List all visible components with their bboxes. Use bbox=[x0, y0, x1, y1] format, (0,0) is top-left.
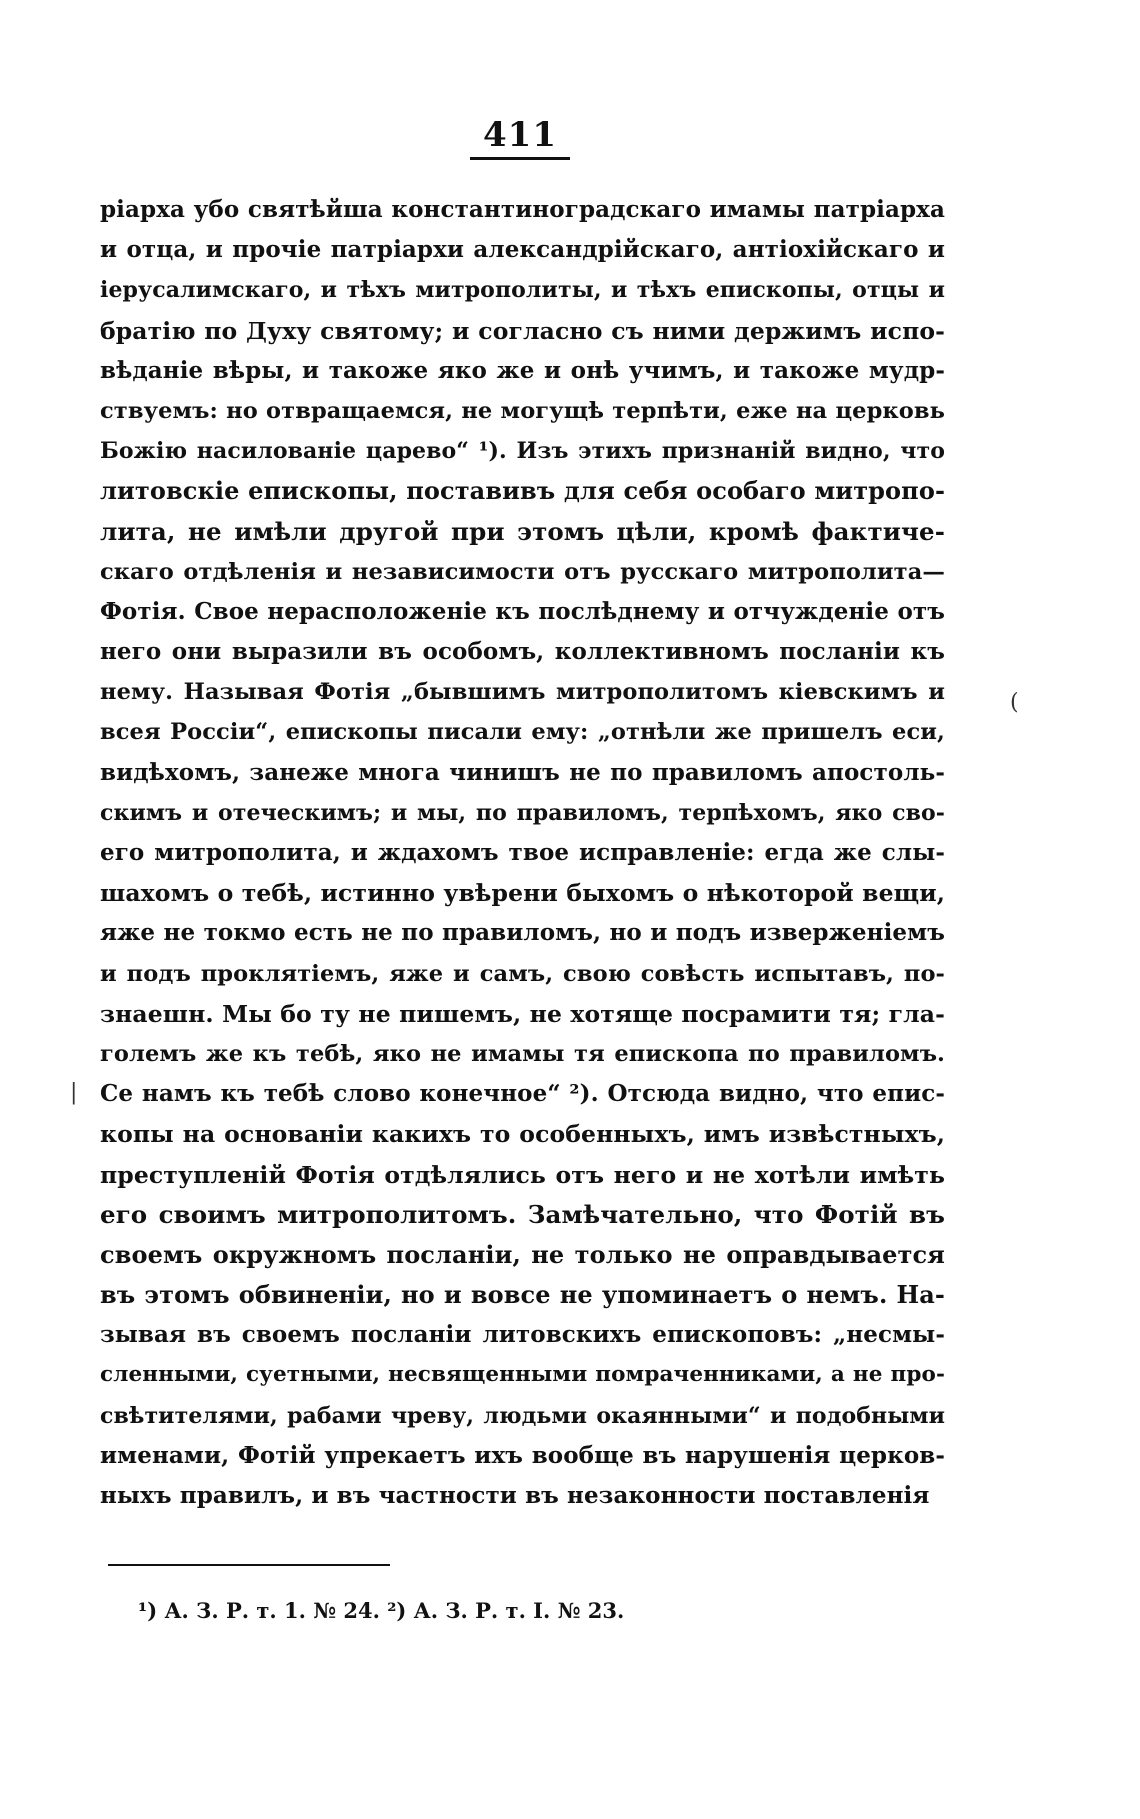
text-line: знаешн. Мы бо ту не пишемъ, не хотяще посрамити тя; гла- bbox=[100, 999, 945, 1028]
text-line: вѣданіе вѣры, и такоже яко же и онѣ учимъ, и такоже мудр- bbox=[100, 356, 945, 384]
text-line: ріарха убо святѣйша константиноградскаго имамы патріарха bbox=[100, 196, 945, 223]
text-line: свѣтителями, рабами чреву, людьми окаянными“ и подобными bbox=[100, 1402, 945, 1429]
text-line: скимъ и отеческимъ; и мы, по правиломъ, терпѣхомъ, яко сво- bbox=[100, 799, 945, 826]
text-line: именами, Фотій упрекаетъ ихъ вообще въ нарушенія церков- bbox=[100, 1441, 945, 1469]
text-line: скаго отдѣленія и независимости отъ русскаго митрополита— bbox=[100, 558, 945, 585]
text-line: Фотія. Свое нерасположеніе къ послѣднему и отчужденіе отъ bbox=[100, 597, 945, 625]
text-line: его митрополита, и ждахомъ твое исправленіе: егда же слы- bbox=[100, 839, 945, 866]
text-line: преступленій Фотія отдѣлялись отъ него и не хотѣли имѣть bbox=[100, 1160, 945, 1189]
text-line: и отца, и прочіе патріархи александрійскаго, антіохійскаго и bbox=[100, 236, 945, 264]
text-line: братію по Духу святому; и согласно съ ними держимъ испо- bbox=[100, 316, 945, 345]
text-line: Божію насилованіе царево“ ¹). Изъ этихъ признаній видно, что bbox=[100, 438, 945, 465]
text-line: сленными, суетными, несвященными помраченниками, а не про- bbox=[100, 1362, 945, 1388]
footnote: ¹) А. З. Р. т. 1. № 24. ²) А. З. Р. т. І. № 23. bbox=[138, 1598, 625, 1623]
text-line: големъ же къ тебѣ, яко не имамы тя епископа по правиломъ. bbox=[100, 1040, 945, 1067]
text-line: всея Россіи“, епископы писали ему: „отнѣли же пришелъ еси, bbox=[100, 719, 945, 746]
footnote-divider bbox=[108, 1564, 390, 1566]
margin-mark: | bbox=[70, 1080, 78, 1105]
text-line: нему. Называя Фотія „бывшимъ митрополитомъ кіевскимъ и bbox=[100, 679, 945, 706]
text-line: въ этомъ обвиненіи, но и вовсе не упоминаетъ о немъ. На- bbox=[100, 1280, 945, 1310]
text-line: шахомъ о тебѣ, истинно увѣрени быхомъ о нѣкоторой вещи, bbox=[100, 879, 945, 908]
text-line: іерусалимскаго, и тѣхъ митрополиты, и тѣхъ епископы, отцы и bbox=[100, 277, 945, 304]
margin-mark: ( bbox=[1010, 690, 1019, 715]
text-line: яже не токмо есть не по правиломъ, но и подъ изверженіемъ bbox=[100, 919, 945, 947]
text-line: литовскіе епископы, поставивъ для себя особаго митропо- bbox=[100, 476, 945, 506]
text-line: видѣхомъ, занеже многа чинишъ не по правиломъ апостоль- bbox=[100, 758, 945, 786]
text-line: лита, не имѣли другой при этомъ цѣли, кромѣ фактиче- bbox=[100, 516, 945, 546]
body-text bbox=[100, 190, 945, 1516]
text-line: Се намъ къ тебѣ слово конечное“ ²). Отсюда видно, что епис- bbox=[100, 1080, 945, 1108]
text-line: ствуемъ: но отвращаемся, не могущѣ терпѣти, еже на церковь bbox=[100, 397, 945, 424]
text-line: копы на основаніи какихъ то особенныхъ, имъ извѣстныхъ, bbox=[100, 1120, 945, 1149]
page-number: 411 bbox=[470, 115, 570, 160]
text-line: и подъ проклятіемъ, яже и самъ, свою совѣсть испытавъ, по- bbox=[100, 960, 945, 987]
text-line: него они выразили въ особомъ, коллективномъ посланіи къ bbox=[100, 638, 945, 666]
text-line: его своимъ митрополитомъ. Замѣчательно, что Фотій въ bbox=[100, 1199, 945, 1229]
text-line: своемъ окружномъ посланіи, не только не оправдывается bbox=[100, 1239, 945, 1269]
text-line: ныхъ правилъ, и въ частности въ незаконности поставленія bbox=[100, 1482, 930, 1509]
text-line: зывая въ своемъ посланіи литовскихъ епископовъ: „несмы- bbox=[100, 1321, 945, 1349]
